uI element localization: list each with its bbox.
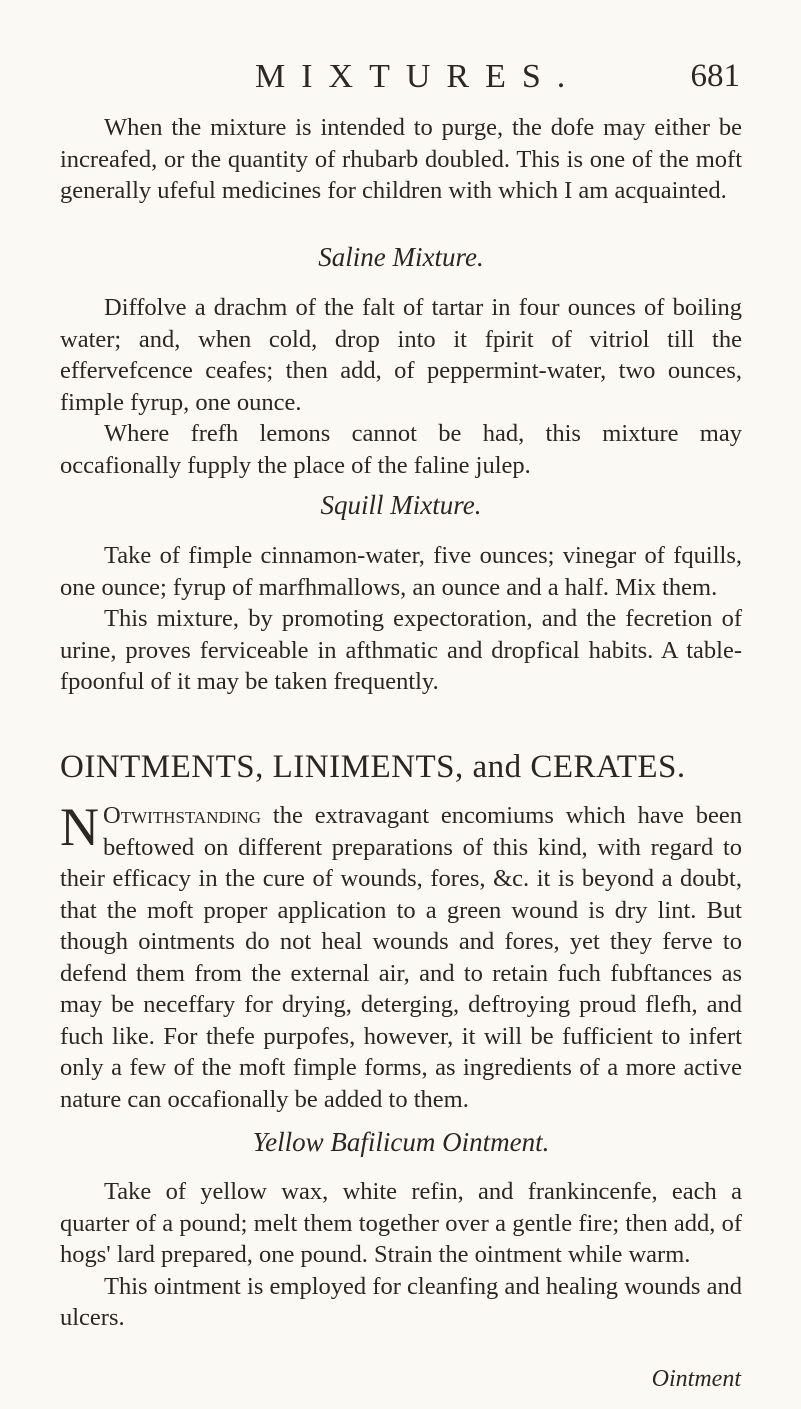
intro-block (60, 112, 742, 207)
saline-body (60, 292, 742, 481)
squill-paragraph-1: Take of fimple cinnamon-water, five ounces; vinegar of fquills, one ounce; fyrup of marfhmallows, an ounce and a half. Mix them. (60, 542, 742, 601)
ointments-body (60, 797, 742, 1115)
basilicum-heading: Yellow Bafilicum Ointment. (252, 1127, 550, 1157)
saline-paragraph-2: Where frefh lemons cannot be had, this mixture may occafionally fupply the place of the faline julep. (60, 420, 742, 479)
running-title: MIXTURES. (255, 58, 582, 95)
saline-section (60, 242, 742, 274)
running-head (60, 58, 740, 98)
saline-heading: Saline Mixture. (318, 242, 484, 272)
drop-capital: N (60, 797, 99, 857)
ointments-paragraph-text: the extravagant encomiums which have been beftowed on different preparations of this kind, with regard to their efficacy in the cure of wounds, fores, &c. it is beyond a doubt, that the moft proper application to a green wound is dry lint. But though ointments do not heal wounds and fores, yet they ferve to defend them from the external air, and to retain fuch fubftances as may be neceffary for drying, deterging, deftroying proud flefh, and fuch like. For thefe purpofes, however, it will be fufficient to infert only a few of the moft fimple forms, as ingredients of a more active nature can occafionally be added to them. (60, 802, 742, 1113)
basilicum-body (60, 1176, 742, 1334)
ointments-paragraph-1 (60, 797, 742, 1115)
squill-paragraph-2: This mixture, by promoting expectoration, and the fecretion of urine, proves ferviceable in afthmatic and dropfical habits. A table-fpoonful of it may be taken frequently. (60, 605, 742, 695)
page-number: 681 (690, 58, 740, 94)
basilicum-paragraph-1: Take of yellow wax, white refin, and frankincenfe, each a quarter of a pound; melt them together over a gentle fire; then add, of hogs' lard prepared, one pound. Strain the ointment while warm. (60, 1178, 742, 1268)
basilicum-paragraph-2: This ointment is employed for cleanfing and healing wounds and ulcers. (60, 1272, 742, 1331)
squill-section (60, 490, 742, 522)
saline-paragraph-1: Diffolve a drachm of the falt of tartar in four ounces of boiling water; and, when cold, drop into it fpirit of vitriol till the effervefcence ceafes; then add, of peppermint-water, two ounces, fimple fyrup, one ounce. (60, 294, 742, 416)
catchword: Ointment (651, 1366, 741, 1392)
intro-paragraph: When the mixture is intended to purge, the dofe may either be increafed, or the quantity of rhubarb doubled. This is one of the moft generally ufeful medicines for children with which I am acquainted. (60, 114, 742, 204)
squill-body (60, 540, 742, 698)
basilicum-section (60, 1127, 742, 1159)
squill-heading: Squill Mixture. (320, 490, 482, 520)
ointments-heading: OINTMENTS, LINIMENTS, and CERATES. (60, 749, 686, 785)
lead-word: Otwithstanding (103, 802, 261, 829)
ointments-section (60, 749, 742, 785)
